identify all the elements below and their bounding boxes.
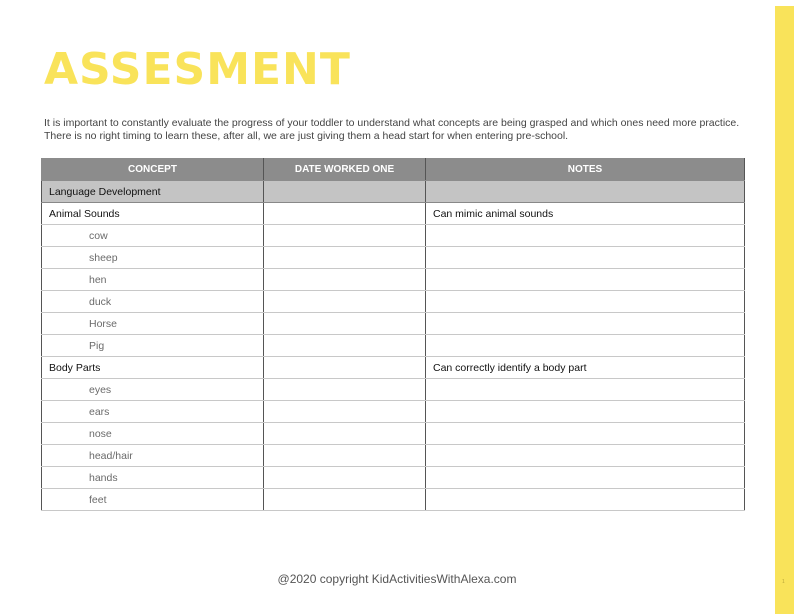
page-number: 1 <box>782 579 785 585</box>
date-cell[interactable] <box>264 445 426 467</box>
date-cell[interactable] <box>264 357 426 379</box>
notes-cell[interactable] <box>426 335 745 357</box>
table-row-section <box>42 181 745 203</box>
notes-cell[interactable] <box>426 467 745 489</box>
table-row-category <box>42 357 745 379</box>
date-cell[interactable] <box>264 247 426 269</box>
concept-cell: nose <box>42 423 264 445</box>
table-row-category <box>42 203 745 225</box>
date-cell[interactable] <box>264 401 426 423</box>
date-cell[interactable] <box>264 379 426 401</box>
table-header-row <box>42 159 745 181</box>
notes-cell[interactable] <box>426 269 745 291</box>
notes-cell[interactable]: Can correctly identify a body part <box>426 357 745 379</box>
notes-cell[interactable] <box>426 445 745 467</box>
concept-cell: feet <box>42 489 264 511</box>
header-concept: CONCEPT <box>42 159 264 181</box>
date-cell[interactable] <box>264 335 426 357</box>
copyright-footer: @2020 copyright KidActivitiesWithAlexa.com <box>277 572 517 586</box>
date-cell[interactable] <box>264 291 426 313</box>
concept-cell: cow <box>42 225 264 247</box>
notes-cell[interactable] <box>426 313 745 335</box>
table-row <box>42 489 745 511</box>
notes-cell[interactable] <box>426 225 745 247</box>
notes-cell[interactable] <box>426 489 745 511</box>
table-row <box>42 379 745 401</box>
table-row <box>42 291 745 313</box>
notes-cell[interactable]: Can mimic animal sounds <box>426 203 745 225</box>
date-cell[interactable] <box>264 269 426 291</box>
page-title: ASSESMENT <box>44 44 351 95</box>
concept-cell: eyes <box>42 379 264 401</box>
yellow-side-bar <box>775 6 794 614</box>
notes-cell[interactable] <box>426 423 745 445</box>
intro-text <box>44 117 774 143</box>
date-cell[interactable] <box>264 225 426 247</box>
table-row <box>42 335 745 357</box>
concept-cell: Animal Sounds <box>42 203 264 225</box>
date-cell[interactable] <box>264 467 426 489</box>
header-date-worked: DATE WORKED ONE <box>264 159 426 181</box>
table-row <box>42 247 745 269</box>
concept-cell: sheep <box>42 247 264 269</box>
concept-cell: hen <box>42 269 264 291</box>
notes-cell[interactable] <box>426 181 745 203</box>
date-cell[interactable] <box>264 489 426 511</box>
date-cell[interactable] <box>264 313 426 335</box>
intro-line-2: There is no right timing to learn these, after all, we are just giving them a head start for when entering pre-school. <box>44 130 569 142</box>
concept-cell: Language Development <box>42 181 264 203</box>
concept-cell: Horse <box>42 313 264 335</box>
date-cell[interactable] <box>264 203 426 225</box>
notes-cell[interactable] <box>426 401 745 423</box>
table-row <box>42 313 745 335</box>
concept-cell: Body Parts <box>42 357 264 379</box>
table-row <box>42 401 745 423</box>
concept-cell: hands <box>42 467 264 489</box>
concept-cell: Pig <box>42 335 264 357</box>
concept-cell: ears <box>42 401 264 423</box>
concept-cell: head/hair <box>42 445 264 467</box>
date-cell[interactable] <box>264 423 426 445</box>
intro-line-1: It is important to constantly evaluate the progress of your toddler to understand what concepts are being grasped and which ones need more practice. <box>44 117 740 129</box>
header-notes: NOTES <box>426 159 745 181</box>
assessment-table <box>41 158 745 511</box>
notes-cell[interactable] <box>426 291 745 313</box>
table-row <box>42 269 745 291</box>
table-row <box>42 225 745 247</box>
notes-cell[interactable] <box>426 247 745 269</box>
notes-cell[interactable] <box>426 379 745 401</box>
table-row <box>42 423 745 445</box>
date-cell[interactable] <box>264 181 426 203</box>
concept-cell: duck <box>42 291 264 313</box>
table-row <box>42 445 745 467</box>
table-row <box>42 467 745 489</box>
